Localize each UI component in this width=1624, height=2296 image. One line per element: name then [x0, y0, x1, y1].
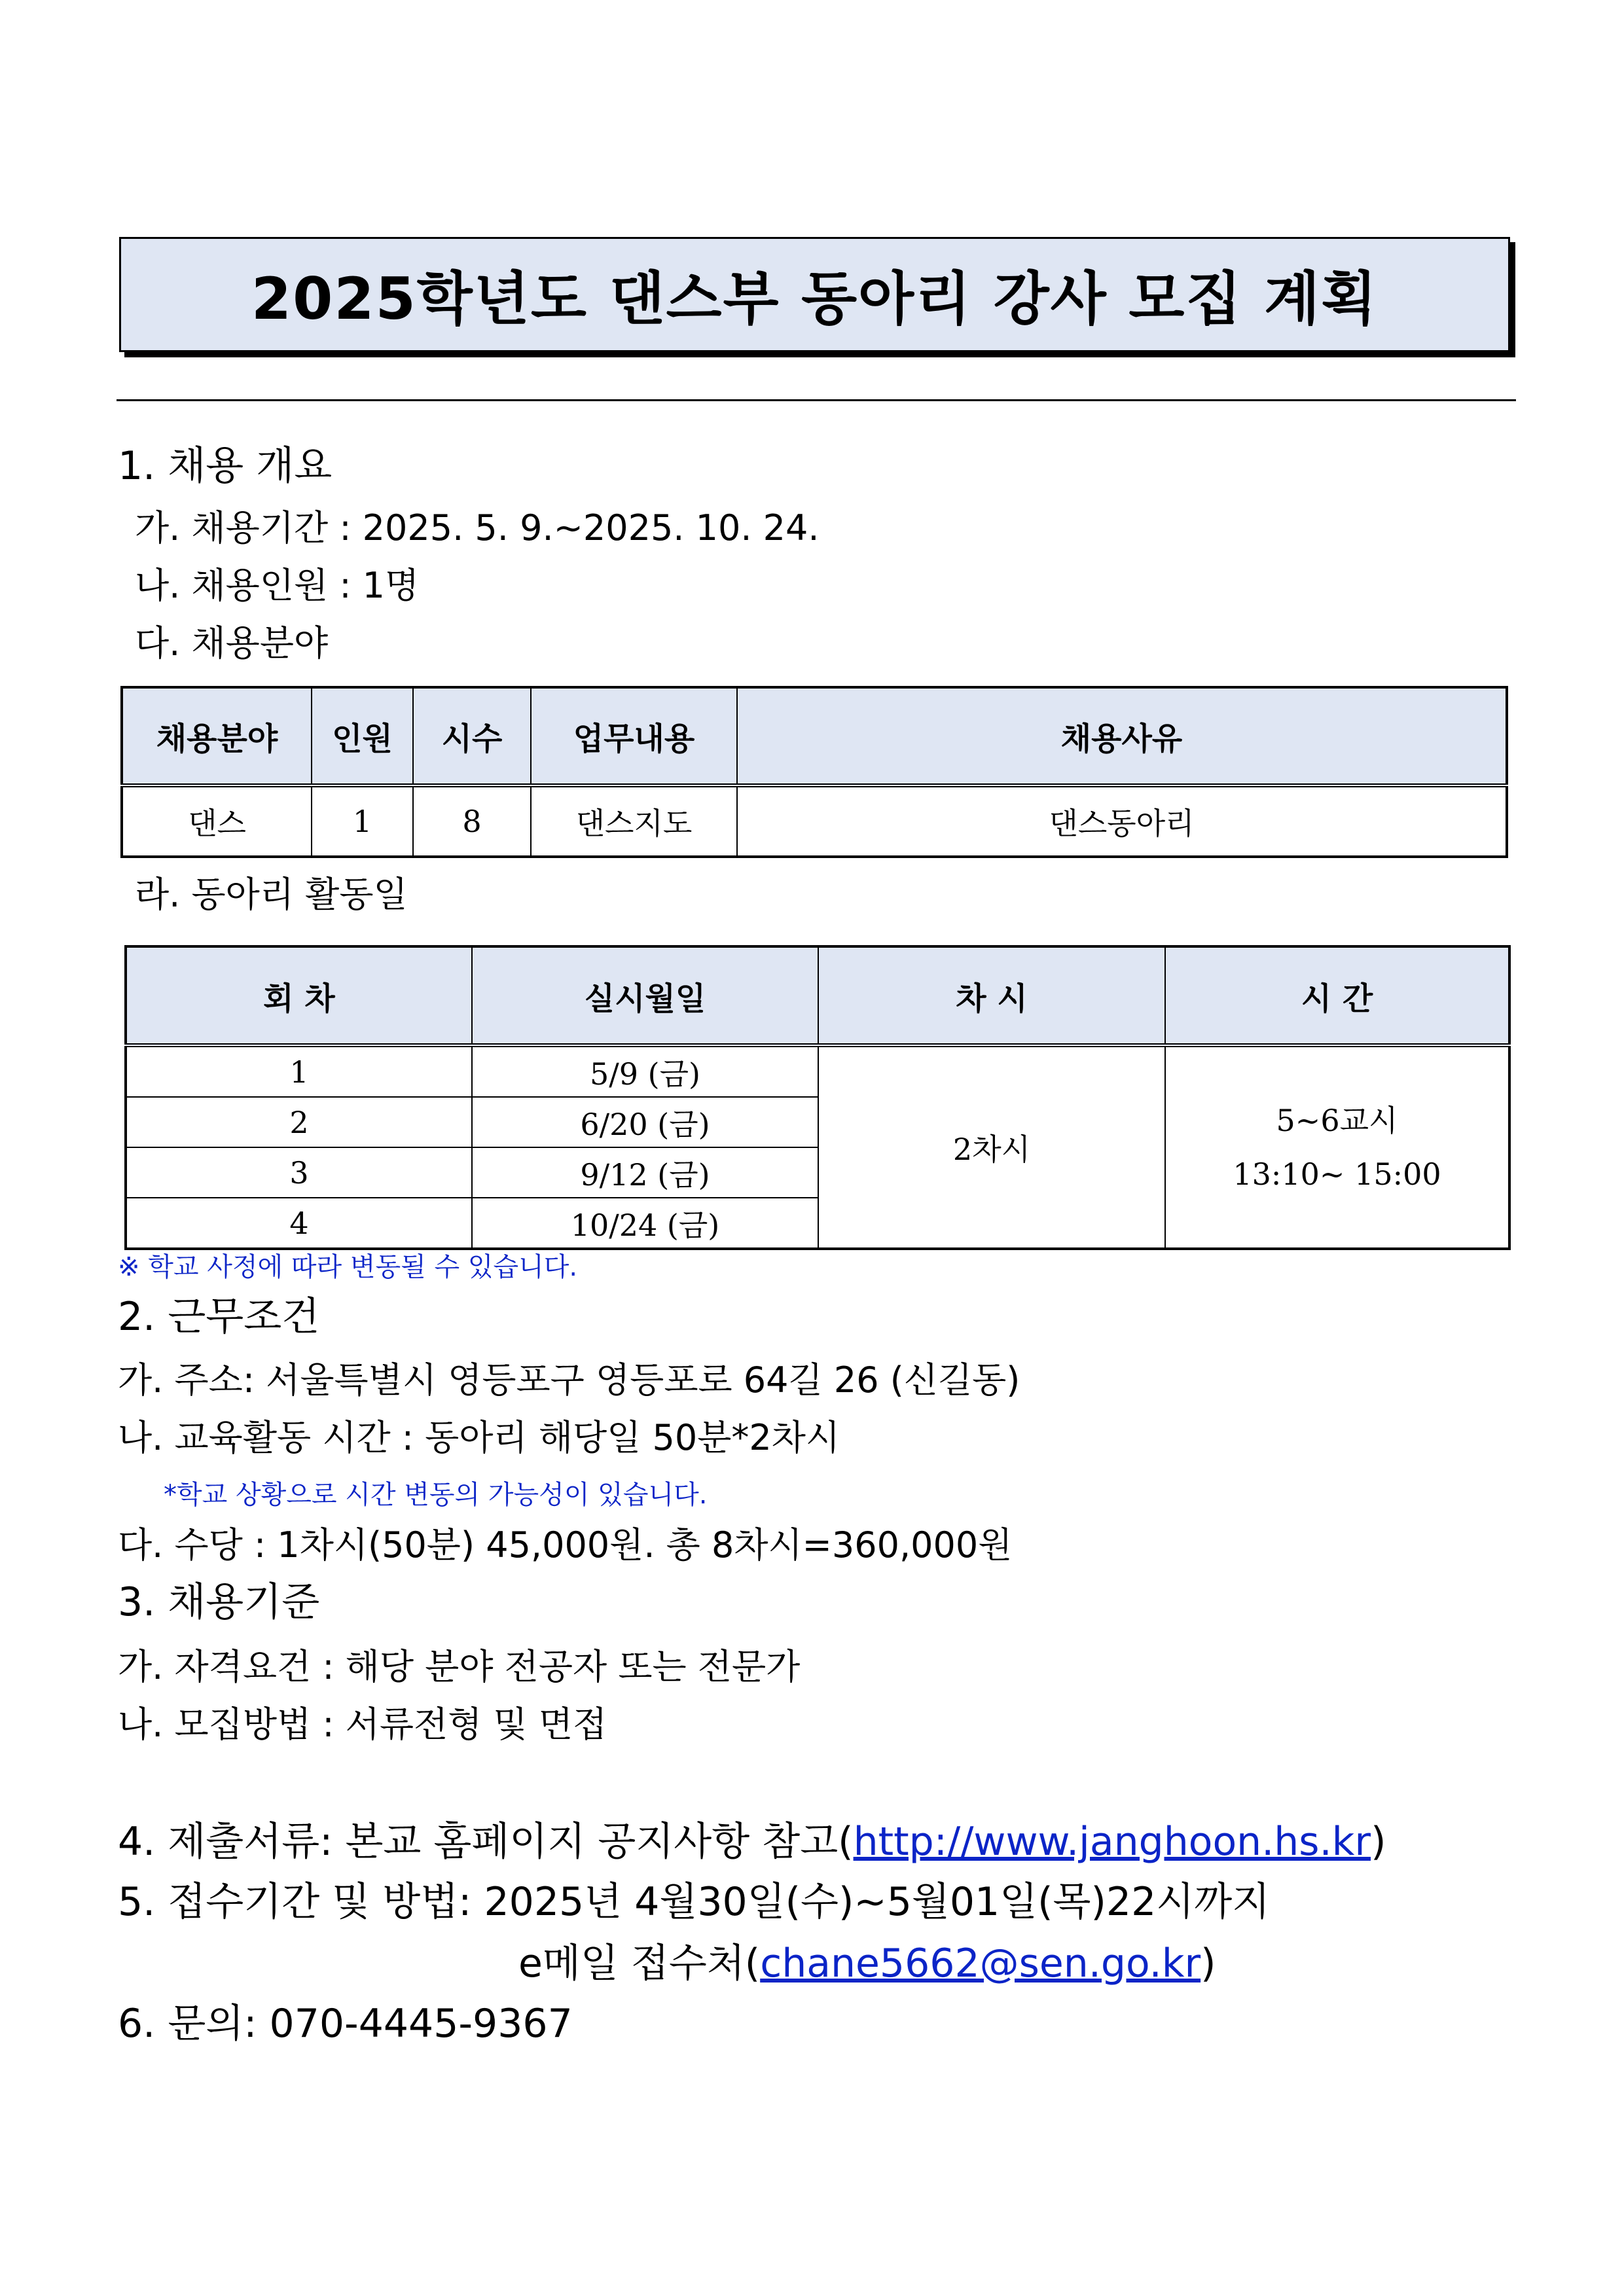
table-cell: 댄스 — [122, 785, 312, 857]
table-cell: 댄스지도 — [531, 785, 737, 857]
title-box — [119, 237, 1510, 352]
table-row — [122, 785, 1507, 857]
table-cell: 8 — [413, 785, 531, 857]
schedule-table — [124, 945, 1511, 1250]
session-time-range: 13:10~ 15:00 — [1233, 1157, 1441, 1192]
homepage-link[interactable]: http://www.janghoon.hs.kr — [853, 1819, 1371, 1865]
hiring-period: 가. 채용기간 : 2025. 5. 9.~2025. 10. 24. — [135, 507, 820, 548]
section2-heading: 2. 근무조건 — [118, 1294, 320, 1340]
table-header: 회 차 — [126, 946, 472, 1045]
table-cell: 1 — [312, 785, 413, 857]
table-header: 채용사유 — [737, 687, 1507, 785]
section5-line2 — [518, 1941, 1216, 1986]
table-header: 채용분야 — [122, 687, 312, 785]
table-header-row — [126, 946, 1509, 1045]
email-link[interactable]: chane5662@sen.go.kr — [760, 1941, 1201, 1986]
qualification: 가. 자격요건 : 해당 분야 전공자 또는 전문가 — [118, 1646, 801, 1687]
hiring-field: 다. 채용분야 — [135, 622, 329, 664]
recruit-method: 나. 모집방법 : 서류전형 및 면접 — [118, 1704, 607, 1745]
schedule-note: ※ 학교 사정에 따라 변동될 수 있습니다. — [118, 1252, 578, 1282]
hours-note: *학교 상황으로 시간 변동의 가능성이 있습니다. — [164, 1480, 708, 1510]
table-row — [126, 1045, 1509, 1097]
contact-line: 6. 문의: 070-4445-9367 — [118, 2001, 573, 2047]
hiring-headcount: 나. 채용인원 : 1명 — [135, 565, 420, 606]
section3-heading: 3. 채용기준 — [118, 1579, 320, 1625]
session-time-period: 5~6교시 — [1276, 1103, 1398, 1138]
email-label: e메일 접수처( — [518, 1941, 761, 1986]
session-time — [1165, 1045, 1509, 1249]
activity-heading: 라. 동아리 활동일 — [135, 874, 408, 915]
session-periods: 2차시 — [818, 1045, 1165, 1249]
table-header-row — [122, 687, 1507, 785]
table-header: 실시월일 — [472, 946, 818, 1045]
section4-line — [118, 1819, 1386, 1865]
title-divider — [117, 399, 1516, 401]
table-header: 차 시 — [818, 946, 1165, 1045]
email-close: ) — [1200, 1941, 1216, 1986]
submission-close: ) — [1371, 1819, 1386, 1865]
session-number: 1 — [126, 1045, 472, 1097]
hiring-field-table — [120, 686, 1508, 858]
session-number: 3 — [126, 1147, 472, 1198]
session-date: 6/20 (금) — [472, 1097, 818, 1147]
session-date: 5/9 (금) — [472, 1045, 818, 1097]
table-header: 시 간 — [1165, 946, 1509, 1045]
session-number: 4 — [126, 1198, 472, 1249]
work-hours: 나. 교육활동 시간 : 동아리 해당일 50분*2차시 — [118, 1417, 840, 1458]
table-header: 시수 — [413, 687, 531, 785]
session-date: 10/24 (금) — [472, 1198, 818, 1249]
work-pay: 다. 수당 : 1차시(50분) 45,000원. 총 8차시=360,000원 — [118, 1524, 1013, 1566]
submission-text: 4. 제출서류: 본교 홈페이지 공지사항 참고( — [118, 1819, 854, 1865]
page-title: 2025학년도 댄스부 동아리 강사 모집 계획 — [251, 265, 1379, 332]
table-cell: 댄스동아리 — [737, 785, 1507, 857]
table-header: 인원 — [312, 687, 413, 785]
session-number: 2 — [126, 1097, 472, 1147]
section1-heading: 1. 채용 개요 — [118, 443, 333, 489]
table-header: 업무내용 — [531, 687, 737, 785]
session-date: 9/12 (금) — [472, 1147, 818, 1198]
work-address: 가. 주소: 서울특별시 영등포구 영등포로 64길 26 (신길동) — [118, 1359, 1020, 1401]
section5-line1: 5. 접수기간 및 방법: 2025년 4월30일(수)~5월01일(목)22시까지 — [118, 1879, 1271, 1925]
